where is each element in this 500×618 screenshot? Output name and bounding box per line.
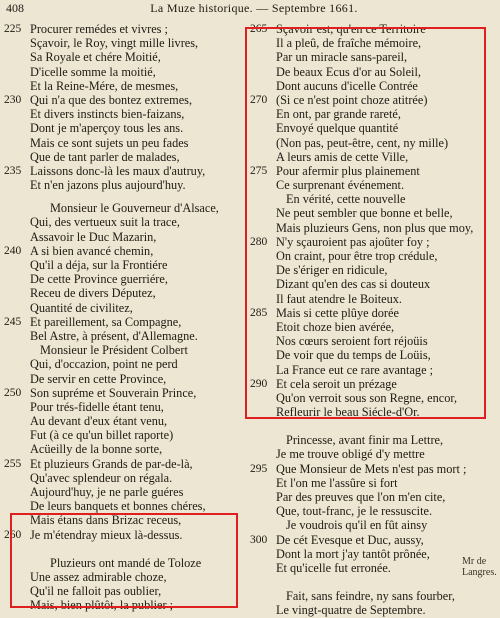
verse-text: Monsieur le Président Colbert xyxy=(40,343,188,358)
verse-line xyxy=(4,136,248,150)
verse-line xyxy=(4,301,248,315)
line-number: 275 xyxy=(250,164,268,177)
verse-text: Et pareillement, sa Compagne, xyxy=(30,314,182,329)
verse-text: Et n'en jazons plus aujourd'huy. xyxy=(30,178,186,193)
verse-text: Envoyé quelque quantité xyxy=(276,121,399,136)
verse-line xyxy=(250,490,498,504)
verse-text: Nos cœurs seroient fort réjoüis xyxy=(276,334,428,349)
margin-note-line: Mr de xyxy=(462,556,487,567)
verse-text: Mais étans dans Brizac receus, xyxy=(30,513,182,528)
verse-text: Par un miracle sans-pareil, xyxy=(276,50,408,65)
stanza-gap xyxy=(250,575,498,589)
verse-line xyxy=(4,329,248,343)
verse-line xyxy=(4,315,248,329)
verse-text: Aujourd'huy, je ne parle guéres xyxy=(30,485,184,499)
running-title: La Muze historique. — Septembre 1661. xyxy=(150,1,358,15)
verse-text: La France eut ce rare avantage ; xyxy=(276,362,434,377)
verse-line xyxy=(250,561,498,575)
verse-text: D'icelle somme la moitié, xyxy=(30,64,156,79)
verse-text: Que de tant parler de malades, xyxy=(30,149,180,164)
verse-text: Dont je m'aperçoy tous les ans. xyxy=(30,121,184,136)
verse-text: Sa Royale et chére Moitié, xyxy=(30,50,161,65)
verse-line xyxy=(4,22,248,36)
verse-text: Mais, bien plûtôt, la publier ; xyxy=(30,598,174,613)
verse-line xyxy=(4,244,248,258)
verse-line xyxy=(4,258,248,272)
line-number: 230 xyxy=(4,93,22,106)
line-number: 300 xyxy=(250,533,268,546)
verse-line xyxy=(4,499,248,513)
verse-text: En ont, par grande rareté, xyxy=(276,107,401,122)
verse-text: Procurer remédes et vivres ; xyxy=(30,22,168,36)
verse-text: Au devant d'eux étant venu, xyxy=(30,414,168,429)
verse-text: Je m'étendray mieux là-dessus. xyxy=(30,527,183,542)
verse-text: Qui n'a que des bontez extremes, xyxy=(30,92,193,107)
verse-text: Qu'avec splendeur on régala. xyxy=(30,470,173,485)
verse-text: N'y sçauroient pas ajoûter foy ; xyxy=(276,234,430,249)
verse-text: Sçavoir est, qu'en ce Territoire xyxy=(276,22,426,36)
line-number: 260 xyxy=(4,528,22,541)
verse-line xyxy=(4,36,248,50)
verse-text: Et l'on me l'assûre si fort xyxy=(276,475,398,490)
verse-text: En vérité, cette nouvelle xyxy=(286,192,406,207)
verse-text: Et qu'icelle fut erronée. xyxy=(276,560,391,575)
verse-text: De s'ériger en ridicule, xyxy=(276,263,388,278)
verse-line xyxy=(4,442,248,456)
verse-text: Fait, sans feindre, ny sans fourber, xyxy=(286,589,455,604)
line-number: 265 xyxy=(250,23,268,35)
verse-text: Qui, des vertueux suit la trace, xyxy=(30,215,180,230)
verse-line xyxy=(4,230,248,244)
verse-text: Qu'on verroit sous son Regne, encor, xyxy=(276,390,458,405)
verse-text: Ce surprenant événement. xyxy=(276,178,405,193)
verse-text: Sçavoir, le Roy, vingt mille livres, xyxy=(30,36,199,51)
verse-text: Pluzieurs ont mandé de Toloze xyxy=(50,555,202,570)
verse-text: De servir en cette Province, xyxy=(30,371,167,386)
verse-text: Et cela seroit un prézage xyxy=(276,376,397,391)
verse-text: Et la Reine-Mére, de mesmes, xyxy=(30,78,179,93)
verse-line xyxy=(4,107,248,121)
verse-text: Mais ce sont sujets un peu fades xyxy=(30,135,189,150)
margin-note-line: Langres. xyxy=(462,567,497,578)
line-number: 240 xyxy=(4,244,22,257)
verse-text: Mais si cette plûye dorée xyxy=(276,305,399,320)
verse-text: Bel Astre, à présent, d'Allemagne. xyxy=(30,328,198,343)
verse-line xyxy=(4,357,248,371)
verse-line xyxy=(4,272,248,286)
verse-text: Le vingt-quatre de Septembre. xyxy=(276,603,426,618)
verse-line xyxy=(250,476,498,490)
verse-line xyxy=(250,547,498,561)
verse-line xyxy=(4,457,248,471)
verse-line xyxy=(4,65,248,79)
verse-line xyxy=(4,79,248,93)
verse-text: De beaux Ecus d'or au Soleil, xyxy=(276,64,421,79)
line-number: 255 xyxy=(4,457,22,470)
line-number: 245 xyxy=(4,315,22,328)
verse-text: Et pluzieurs Grands de par-de-là, xyxy=(30,456,193,471)
verse-text: Dont aucuns d'icelle Contrée xyxy=(276,78,418,93)
verse-line xyxy=(250,462,498,476)
verse-text: Que, tout-franc, je le ressuscite. xyxy=(276,504,433,519)
verse-text: Qu'il a déja, sur la Frontiére xyxy=(30,258,168,272)
verse-line xyxy=(4,386,248,400)
line-number: 280 xyxy=(250,235,268,248)
verse-text: Mais pluzieurs Gens, non plus que moy, xyxy=(276,220,474,235)
verse-text: On craint, pour être trop crédule, xyxy=(276,249,438,263)
verse-line xyxy=(4,93,248,107)
stanza-gap xyxy=(4,192,248,201)
verse-text: Qu'il ne falloit pas oublier, xyxy=(30,584,162,599)
verse-text: Laissons donc-là les maux d'autruy, xyxy=(30,163,206,178)
verse-text: Dont la mort j'ay tantôt prônée, xyxy=(276,546,430,561)
verse-text: Pour afermir plus plainement xyxy=(276,163,420,178)
verse-text: Par des preuves que l'on m'en cite, xyxy=(276,490,446,504)
verse-text: Refleurir le beau Siécle-d'Or. xyxy=(276,405,420,420)
verse-line xyxy=(4,428,248,442)
verse-text: Receu de divers Députez, xyxy=(30,286,156,301)
verse-text: Quantité de civilitez, xyxy=(30,300,133,315)
verse-text: Son supréme et Souverain Prince, xyxy=(30,385,197,400)
verse-line xyxy=(4,121,248,135)
line-number: 290 xyxy=(250,377,268,390)
verse-line xyxy=(4,164,248,178)
verse-text: Et divers instincts bien-faizans, xyxy=(30,107,185,122)
verse-line xyxy=(250,603,498,617)
verse-line xyxy=(250,518,498,532)
verse-line xyxy=(4,414,248,428)
margin-note xyxy=(462,556,497,578)
verse-text: Acüeilly de la bonne sorte, xyxy=(30,442,163,457)
verse-text: Fut (à ce qu'un billet raporte) xyxy=(30,428,174,443)
highlight-box-right xyxy=(245,27,486,419)
verse-text: Il faut atendre le Boiteux. xyxy=(276,291,402,306)
verse-line xyxy=(4,471,248,485)
verse-text: Je me trouve obligé d'y mettre xyxy=(276,447,425,462)
verse-text: De voir que du temps de Loüis, xyxy=(276,348,431,363)
verse-text: Je voudrois qu'il en fût ainsy xyxy=(286,518,428,533)
verse-line xyxy=(4,150,248,164)
page-number: 408 xyxy=(6,1,24,15)
verse-text: Ne peut sembler que bonne et belle, xyxy=(276,206,453,221)
line-number: 285 xyxy=(250,306,268,319)
line-number: 235 xyxy=(4,164,22,177)
verse-text: Princesse, avant finir ma Lettre, xyxy=(286,433,444,448)
page-header xyxy=(4,1,494,17)
verse-line xyxy=(4,215,248,229)
verse-text: Il a pleû, de fraîche mémoire, xyxy=(276,36,422,51)
line-number: 295 xyxy=(250,462,268,475)
highlight-box-left xyxy=(10,513,238,608)
verse-line xyxy=(4,343,248,357)
line-number: 250 xyxy=(4,386,22,399)
verse-text: Qui, d'occazion, point ne perd xyxy=(30,357,178,372)
verse-text: A si bien avancé chemin, xyxy=(30,243,154,258)
verse-text: Dizant qu'en des cas si douteux xyxy=(276,277,431,292)
verse-text: De cette Province guerriére, xyxy=(30,272,168,287)
stanza-gap xyxy=(250,419,498,433)
verse-line xyxy=(250,533,498,547)
line-number: 270 xyxy=(250,93,268,106)
verse-text: Pour trés-fidelle étant tenu, xyxy=(30,399,164,414)
verse-line xyxy=(4,372,248,386)
verse-text: A leurs amis de cette Ville, xyxy=(276,149,409,164)
verse-line xyxy=(4,178,248,192)
verse-line xyxy=(4,201,248,215)
verse-line xyxy=(250,504,498,518)
verse-text: (Non pas, peut-être, cent, ny mille) xyxy=(276,135,449,150)
verse-line xyxy=(250,433,498,447)
verse-line xyxy=(4,50,248,64)
verse-text: Etoit choze bien avérée, xyxy=(276,319,395,334)
verse-text: Une assez admirable choze, xyxy=(30,569,167,584)
verse-text: De cét Evesque et Duc, aussy, xyxy=(276,532,424,547)
verse-line xyxy=(4,286,248,300)
verse-text: Assavoir le Duc Mazarin, xyxy=(30,229,157,244)
line-number: 225 xyxy=(4,23,22,35)
verse-line xyxy=(250,447,498,461)
verse-line xyxy=(4,400,248,414)
verse-text: Monsieur le Gouverneur d'Alsace, xyxy=(50,201,219,216)
verse-text: De leurs banquets et bonnes chéres, xyxy=(30,499,206,514)
verse-text: (Si ce n'est point choze atitrée) xyxy=(276,92,428,107)
verse-line xyxy=(4,485,248,499)
verse-text: Que Monsieur de Mets n'est pas mort ; xyxy=(276,461,467,476)
verse-line xyxy=(250,589,498,603)
